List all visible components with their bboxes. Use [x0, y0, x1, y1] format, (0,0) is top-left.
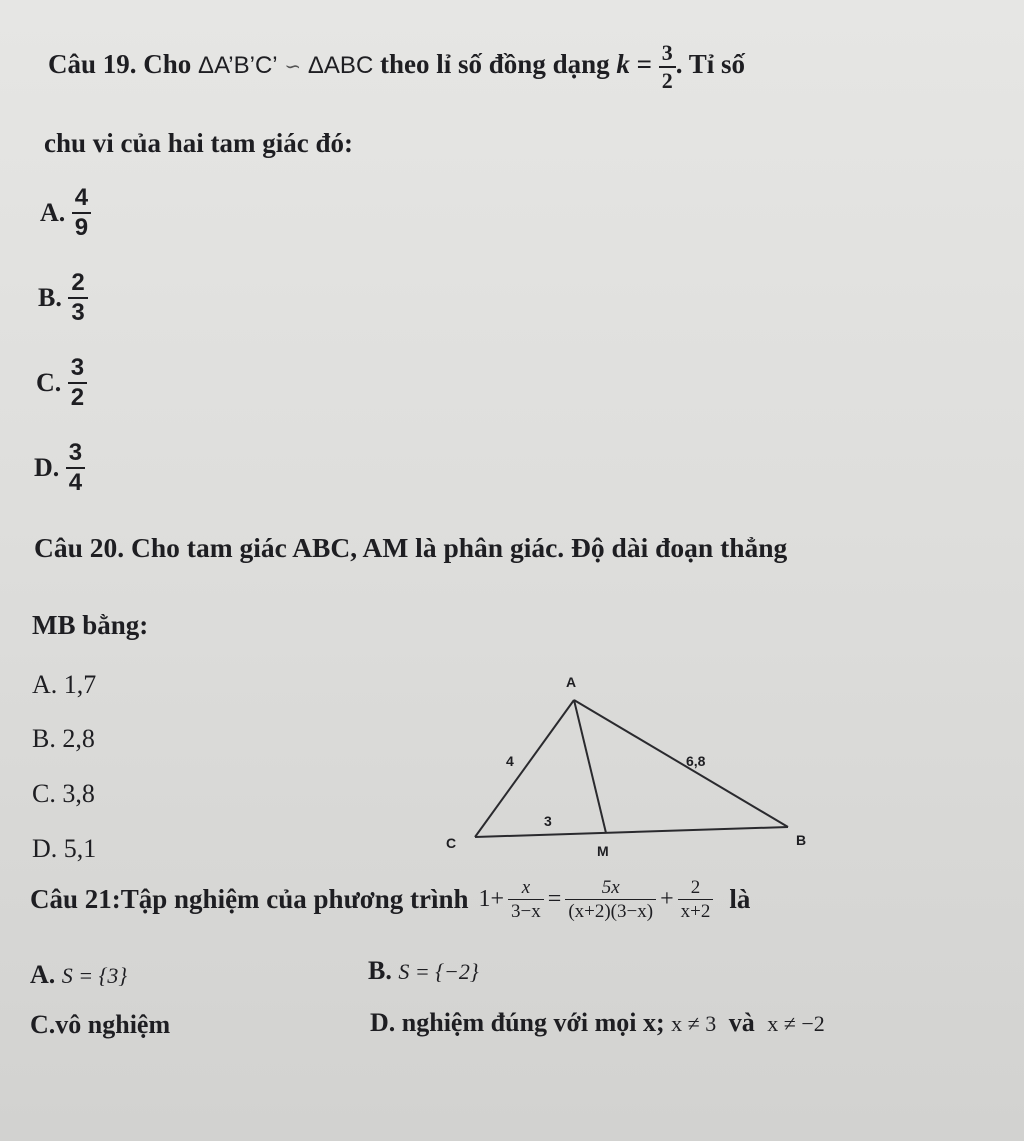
q21-option-d-text: D. nghiệm đúng với mọi x; — [370, 1008, 665, 1037]
q21-eq-plus: + — [660, 886, 674, 912]
q21-eq-fraction-3 — [678, 878, 714, 921]
vertex-c-label: C — [446, 835, 457, 851]
bisector-am — [574, 700, 606, 833]
q21-eq-f2-num: 5x — [601, 877, 620, 898]
q21-option-a-value: S = {3} — [61, 963, 128, 988]
q19-option-b[interactable] — [38, 271, 88, 325]
q21-option-d[interactable] — [370, 1008, 825, 1038]
vertex-b-label: B — [796, 832, 807, 848]
q19-option-a[interactable] — [40, 186, 91, 240]
q21-eq-f2-den: (x+2)(3−x) — [565, 899, 656, 921]
length-cm-label: 3 — [544, 813, 552, 829]
q19-k-fraction — [659, 42, 676, 92]
q19-option-d-letter: D. — [34, 453, 60, 482]
q21-eq-one-plus: 1+ — [478, 886, 505, 912]
q19-line1 — [48, 42, 745, 92]
q21-line1 — [30, 878, 750, 921]
q20-line2: MB bằng: — [32, 610, 149, 640]
point-m-label: M — [597, 843, 609, 859]
q19-option-a-letter: A. — [40, 198, 66, 227]
q21-equation — [479, 878, 714, 921]
q21-eq-fraction-1 — [508, 878, 544, 921]
q19-option-b-letter: B. — [38, 283, 62, 312]
q19-label: Câu 19. — [48, 49, 137, 80]
q21-label: Câu 21:Tập nghiệm của phương trình — [30, 884, 469, 914]
q19-line2: chu vi của hai tam giác đó: — [44, 128, 354, 158]
q19-option-b-num: 2 — [71, 269, 85, 296]
q21-eq-equals: = — [547, 886, 562, 912]
q19-option-d-fraction — [66, 441, 85, 495]
q19-option-d-num: 3 — [68, 439, 83, 466]
segment-ab — [574, 700, 788, 827]
q19-option-d-den: 4 — [66, 467, 85, 495]
segment-cb — [475, 827, 788, 837]
q19-option-c-letter: C. — [36, 368, 62, 397]
triangle-figure — [430, 660, 830, 870]
q21-eq-fraction-2 — [565, 878, 656, 921]
q19-k-eq: = — [636, 49, 652, 80]
q19-option-c-fraction — [68, 356, 87, 410]
q21-trailing: là — [729, 884, 751, 914]
q19-sim-left: ΔA’B’C’ — [198, 52, 278, 80]
q21-option-a-letter: A. — [30, 960, 56, 989]
q21-eq-f1-num: x — [521, 877, 531, 898]
q19-text-3: . Tỉ số — [675, 49, 746, 80]
q21-option-d-and: và — [728, 1008, 755, 1037]
q20-option-d[interactable]: D. 5,1 — [32, 834, 97, 863]
q21-option-b[interactable] — [368, 956, 479, 986]
q19-k-den: 2 — [659, 66, 676, 92]
q21-eq-f3-num: 2 — [690, 877, 701, 898]
q21-option-d-cond2: x ≠ −2 — [767, 1011, 825, 1036]
q19-option-c[interactable] — [36, 356, 87, 410]
q19-option-b-den: 3 — [68, 297, 87, 325]
q21-option-b-letter: B. — [368, 956, 392, 985]
q19-option-a-den: 9 — [72, 212, 91, 240]
q19-option-a-fraction — [72, 186, 91, 240]
q19-k-var: k — [616, 49, 630, 80]
q19-k-num: 3 — [661, 40, 673, 65]
q19-option-c-num: 3 — [70, 354, 85, 381]
q20-option-c[interactable]: C. 3,8 — [32, 779, 95, 808]
q19-text-2: theo lỉ số đồng dạng — [380, 49, 610, 80]
q21-option-b-value: S = {−2} — [398, 959, 479, 984]
q21-eq-f1-den: 3−x — [508, 899, 544, 921]
q20-option-a[interactable]: A. 1,7 — [32, 670, 97, 699]
q20-line1: Câu 20. Cho tam giác ABC, AM là phân giác. Độ dài đoạn thẳng — [34, 532, 788, 563]
length-ab-label: 6,8 — [686, 753, 706, 769]
q20-option-b[interactable]: B. 2,8 — [32, 724, 95, 753]
q19-option-d[interactable] — [34, 441, 85, 495]
length-ac-label: 4 — [506, 753, 514, 769]
q19-sim-right: ΔABC — [307, 52, 374, 80]
similar-symbol-icon: ∽ — [284, 56, 302, 79]
q19-option-c-den: 2 — [68, 382, 87, 410]
q21-eq-f3-den: x+2 — [678, 899, 714, 921]
segment-ac — [475, 700, 574, 837]
q21-option-d-cond1: x ≠ 3 — [671, 1011, 717, 1036]
q21-option-a[interactable] — [30, 960, 127, 990]
q19-text-1: Cho — [143, 49, 192, 80]
vertex-a-label: A — [566, 674, 577, 690]
q19-option-a-num: 4 — [74, 184, 89, 211]
q21-option-c[interactable]: C.vô nghiệm — [30, 1010, 171, 1039]
q19-option-b-fraction — [68, 271, 87, 325]
